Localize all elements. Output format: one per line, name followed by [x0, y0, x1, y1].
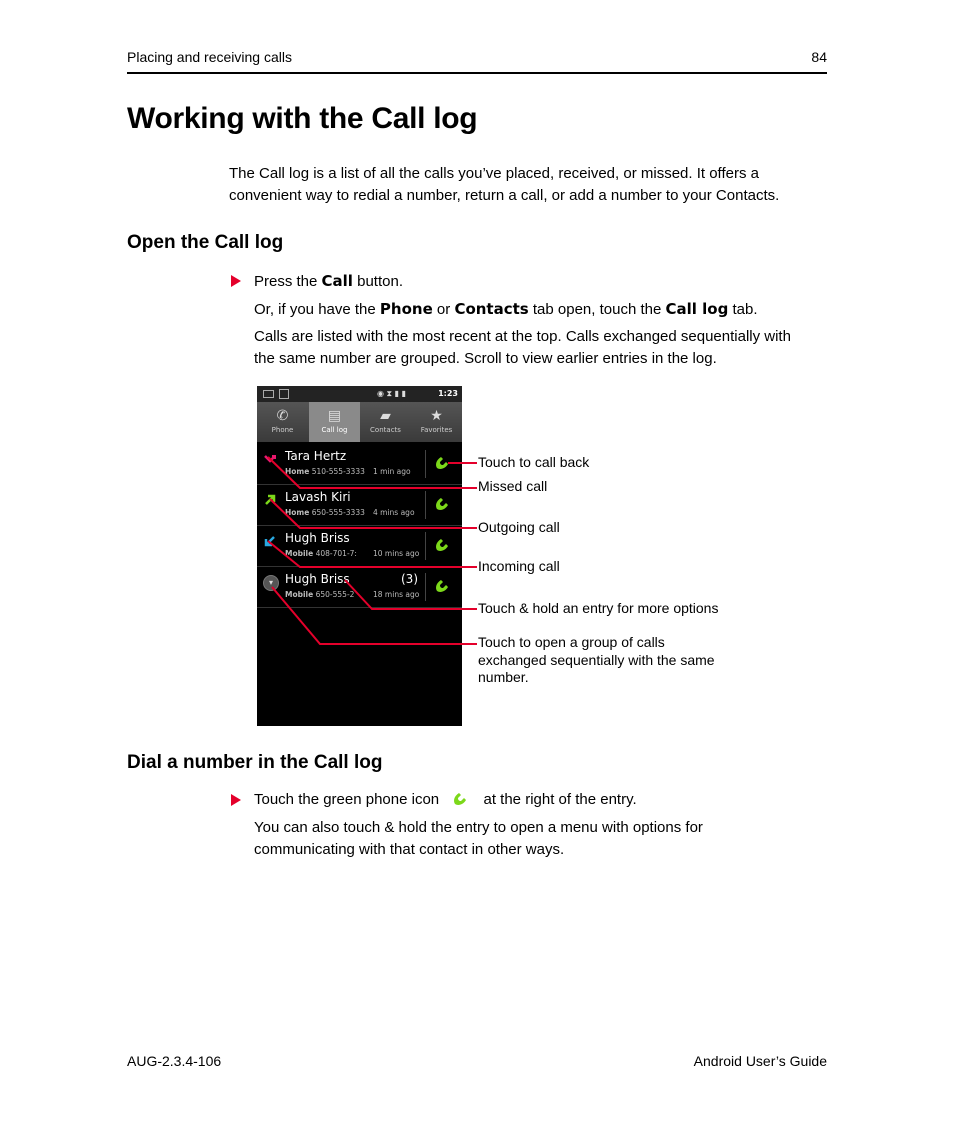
entry-number: 510-555-3333	[311, 467, 365, 476]
callout-line-incoming	[268, 541, 477, 567]
star-icon: ★	[430, 408, 443, 424]
entry-name: Hugh Briss	[285, 531, 350, 545]
callout-group-line-2: exchanged sequentially with the same	[478, 651, 715, 668]
entry-time: 4 mins ago	[373, 508, 415, 517]
entry-count: (3)	[401, 572, 418, 586]
callout-group-line-1: Touch to open a group of calls	[478, 634, 665, 650]
entry-type: Home	[285, 508, 310, 517]
dial-note	[254, 817, 703, 861]
entry-time: 10 mins ago	[373, 549, 420, 558]
phone-tab-icon: ✆	[276, 408, 289, 424]
dial-note-line-1: You can also touch & hold the entry to open a menu with options for	[254, 819, 703, 836]
dial-step-text-end: at the right of the entry.	[483, 791, 637, 808]
entry-number: 650-555-2	[315, 590, 355, 599]
tab-label: Favorites	[420, 426, 453, 434]
callout-group	[478, 634, 715, 687]
tab-label: Call log	[321, 426, 348, 434]
alt-text-3: tab open, touch the	[528, 301, 666, 318]
callout-incoming: Incoming call	[478, 558, 560, 574]
intro-paragraph: The Call log is a list of all the calls you’ve placed, received, or missed. It offers a convenient way to redial a number, return a call, or add a number to your Contacts.	[229, 165, 780, 204]
section-heading-open: Open the Call log	[127, 232, 284, 253]
entry-type: Mobile	[285, 590, 314, 599]
entry-type: Mobile	[285, 549, 314, 558]
tab-label: Phone	[271, 426, 294, 434]
call-log-keyword: Call log	[665, 300, 729, 318]
callout-line-group	[272, 587, 477, 644]
dial-step-text: Touch the green phone icon	[254, 791, 440, 808]
dial-step	[254, 789, 637, 811]
entry-number: 408-701-7:	[315, 549, 357, 558]
callout-line-hold	[345, 580, 477, 609]
entry-time: 1 min ago	[373, 467, 411, 476]
bullet-arrow-icon	[231, 794, 241, 806]
alt-text-2: or	[432, 301, 455, 318]
alt-text-1: Or, if you have the	[254, 301, 380, 318]
open-note-line-2: the same number are grouped. Scroll to view earlier entries in the log.	[254, 350, 717, 367]
entry-time: 18 mins ago	[373, 590, 420, 599]
callout-line-outgoing	[270, 499, 477, 528]
open-step-text: Press the	[254, 273, 322, 290]
open-step-text-end: button.	[352, 273, 403, 290]
page-number: 84	[811, 49, 827, 65]
footer-guide-title: Android User’s Guide	[693, 1053, 827, 1069]
alt-text-4: tab.	[728, 301, 758, 318]
page-title: Working with the Call log	[127, 102, 478, 135]
running-header: Placing and receiving calls	[127, 49, 292, 65]
callout-missed: Missed call	[478, 478, 548, 494]
call-log-tab-icon: ▤	[327, 408, 342, 424]
entry-name: Hugh Briss	[285, 572, 350, 586]
entry-name: Tara Hertz	[285, 449, 347, 463]
signal-icon: ◉ ⧗ ▮ ▮	[377, 389, 407, 398]
call-keyword: Call	[321, 272, 353, 290]
section-heading-dial: Dial a number in the Call log	[127, 752, 383, 773]
status-time: 1:23	[438, 389, 458, 398]
contacts-keyword: Contacts	[454, 300, 529, 318]
footer-doc-id: AUG-2.3.4-106	[127, 1053, 222, 1069]
callout-hold: Touch & hold an entry for more options	[478, 600, 719, 616]
callout-outgoing: Outgoing call	[478, 519, 560, 535]
callout-group-line-3: number.	[478, 669, 529, 685]
entry-number: 650-555-3333	[311, 508, 365, 517]
open-note-line-1: Calls are listed with the most recent at the top. Calls exchanged sequentially with	[254, 328, 791, 345]
entry-type: Home	[285, 467, 310, 476]
callout-line-missed	[268, 457, 477, 488]
phone-keyword: Phone	[379, 300, 433, 318]
entry-name: Lavash Kiri	[285, 490, 351, 504]
callout-call-back: Touch to call back	[478, 454, 590, 470]
green-phone-icon	[449, 789, 471, 809]
expand-group-icon[interactable]: ▾	[263, 575, 279, 591]
contacts-tab-icon: ▰	[380, 408, 391, 424]
dial-note-line-2: communicating with that contact in other ways.	[254, 841, 565, 858]
tab-label: Contacts	[370, 426, 401, 434]
